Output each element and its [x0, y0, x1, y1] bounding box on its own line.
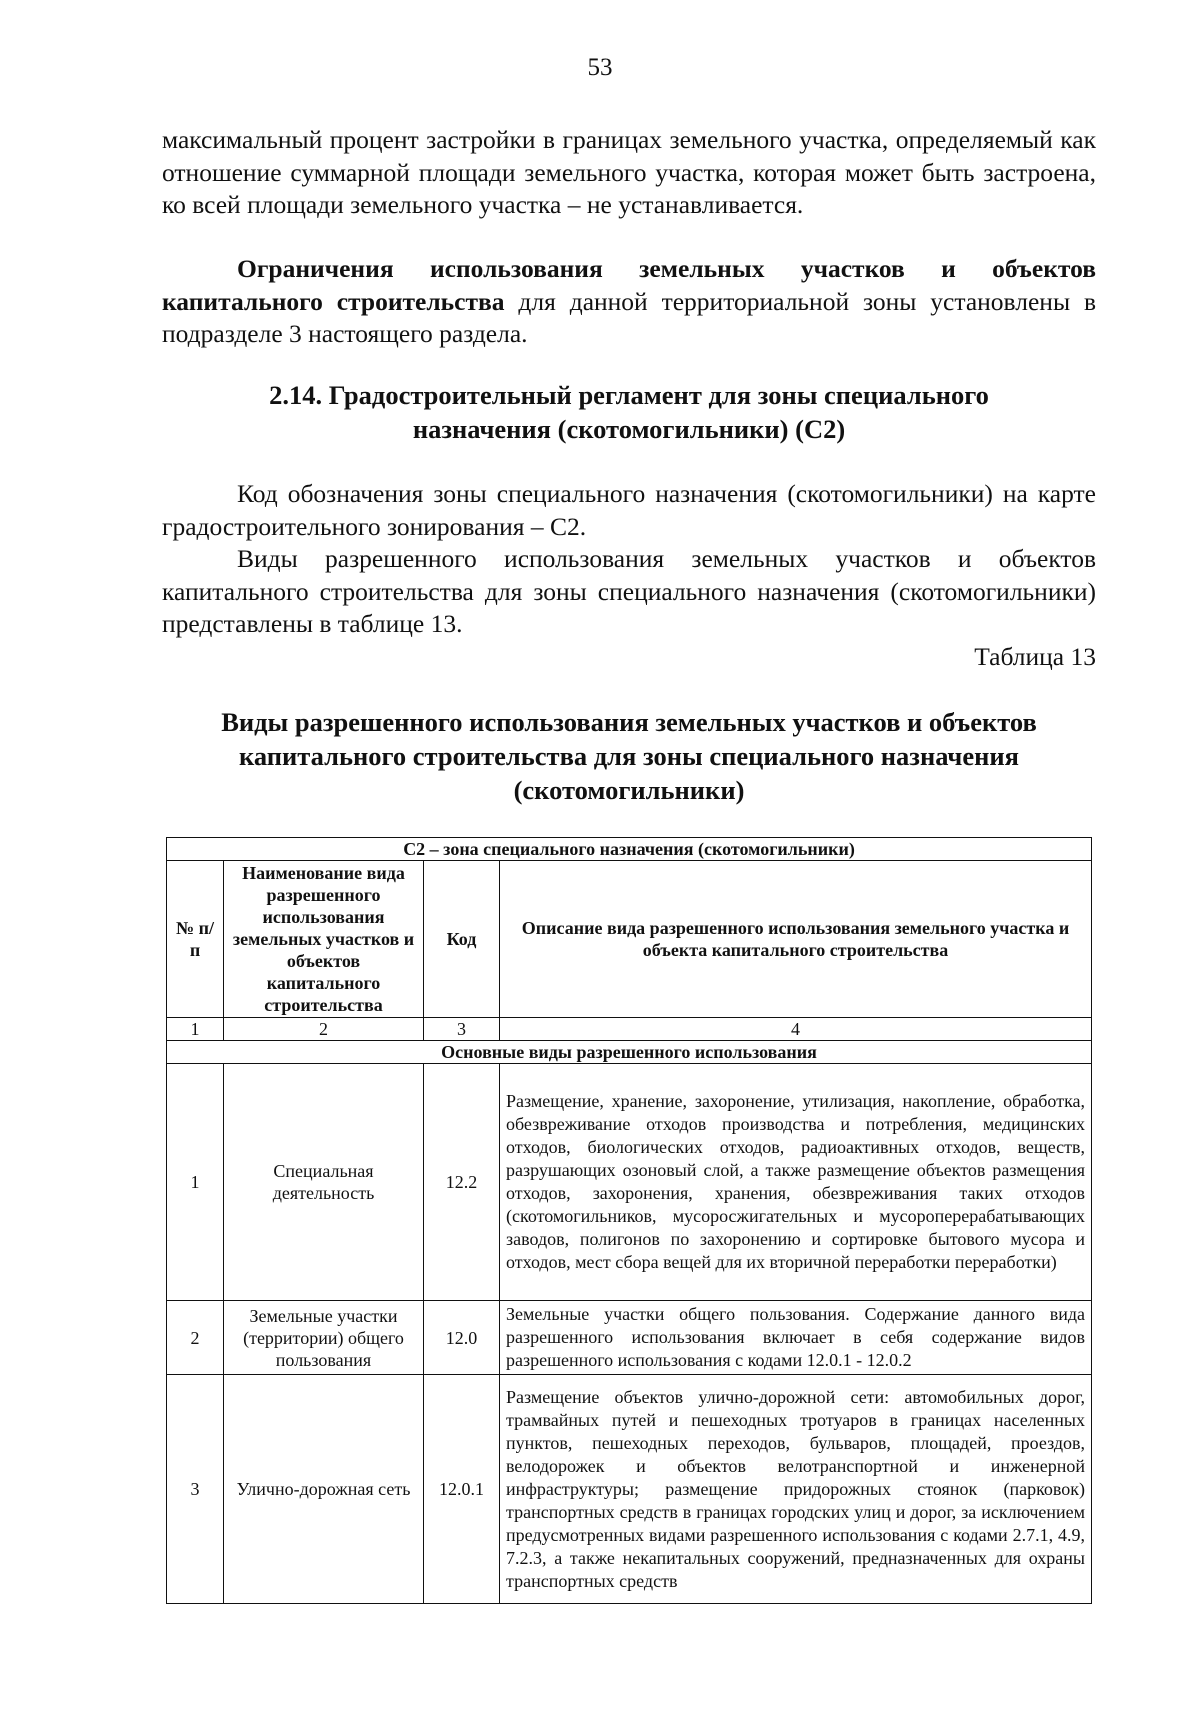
- paragraph-text: [162, 253, 1096, 351]
- row-desc: Размещение объектов улично-дорожной сети: автомобильных дорог, трамвайных путей и пешеходных тротуаров в границах населенных пунктов, пешеходных переходов, бульваров, площадей, проездов, велодорожек и объектов велотранспортной и инженерной инфраструктуры; размещение придорожных стоянок (парковок) транспортных средств в границах городских улиц и дорог, за исключением предусмотренных видами разрешенного использования с кодами 2.7.1, 4.9, 7.2.3, а также некапитальных сооружений, предназначенных для охраны транспортных средств: [500, 1375, 1092, 1604]
- table-label: Таблица 13: [974, 642, 1096, 671]
- column-number: 3: [424, 1018, 500, 1041]
- column-number-row: [167, 1018, 1092, 1041]
- paragraph-text: максимальный процент застройки в границах земельного участка, определяемый как отношение суммарной площади земельного участка, которая может быть застроена, ко всей площади земельного участка – не устанавливается.: [162, 125, 1096, 219]
- row-desc: Размещение, хранение, захоронение, утилизация, накопление, обработка, обезвреживание отходов производства и потребления, медицинских отходов, биологических отходов, радиоактивных отходов, веществ, разрушающих озоновый слой, а также размещение объектов размещения отходов, захоронения, хранения, обезвреживания таких отходов (скотомогильников, мусоросжигательных и мусороперерабатывающих заводов, полигонов по захоронению и сортировке бытового мусора и отходов, мест сбора вещей для их вторичной переработки переработки): [500, 1064, 1092, 1301]
- paragraph-building-percentage: [162, 124, 1096, 222]
- row-num: 3: [167, 1375, 224, 1604]
- row-code: 12.2: [424, 1064, 500, 1301]
- section-heading-line-2: назначения (скотомогильники) (С2): [412, 414, 846, 444]
- restrictions-rest: для данной территориальной зоны установлены в подразделе 3 настоящего раздела.: [162, 286, 1097, 348]
- table-row: [167, 1301, 1092, 1375]
- row-num: 1: [167, 1064, 224, 1301]
- group-row: [167, 1041, 1092, 1064]
- page-number: 53: [587, 54, 613, 81]
- header-num: № п/п: [167, 861, 224, 1018]
- table-title-line-3: (скотомогильники): [513, 775, 745, 805]
- row-desc: Земельные участки общего пользования. Содержание данного вида разрешенного использования включает в себя содержание видов разрешенного использования с кодами 12.0.1 - 12.0.2: [500, 1301, 1092, 1375]
- column-number: 1: [167, 1018, 224, 1041]
- zone-header: С2 – зона специального назначения (скотомогильники): [167, 838, 1092, 861]
- table-title: [162, 705, 1096, 807]
- table-title-line-2: капитального строительства для зоны специального назначения: [239, 741, 1019, 771]
- header-desc: Описание вида разрешенного использования земельного участка и объекта капитального строительства: [500, 861, 1092, 1018]
- permitted-uses-table: [166, 837, 1092, 1604]
- row-name: Улично-дорожная сеть: [224, 1375, 424, 1604]
- zone-header-row: [167, 838, 1092, 861]
- table-row: [167, 1375, 1092, 1604]
- header-code: Код: [424, 861, 500, 1018]
- paragraph-zone-code: [162, 478, 1096, 543]
- paragraph-permitted-uses: [162, 543, 1096, 641]
- section-heading-line-1: 2.14. Градостроительный регламент для зоны специального: [269, 380, 989, 410]
- section-heading: [162, 378, 1096, 446]
- paragraph-text: Код обозначения зоны специального назначения (скотомогильники) на карте градостроительного зонирования – С2.: [162, 479, 1096, 541]
- row-code: 12.0.1: [424, 1375, 500, 1604]
- group-label: Основные виды разрешенного использования: [167, 1041, 1092, 1064]
- table-title-line-1: Виды разрешенного использования земельных участков и объектов: [221, 707, 1037, 737]
- column-number: 4: [500, 1018, 1092, 1041]
- row-name: Земельные участки (территории) общего пользования: [224, 1301, 424, 1375]
- row-name: Специальная деятельность: [224, 1064, 424, 1301]
- table-row: [167, 1064, 1092, 1301]
- header-name: Наименование вида разрешенного использования земельных участков и объектов капитального строительства: [224, 861, 424, 1018]
- row-num: 2: [167, 1301, 224, 1375]
- paragraph-restrictions: [162, 253, 1096, 351]
- restrictions-bold-lead: Ограничения использования земельных участков и объектов капитального строительства: [162, 254, 1096, 316]
- column-number: 2: [224, 1018, 424, 1041]
- column-header-row: [167, 861, 1092, 1018]
- paragraph-text: Виды разрешенного использования земельных участков и объектов капитального строительства для зоны специального назначения (скотомогильники) представлены в таблице 13.: [162, 544, 1096, 638]
- row-code: 12.0: [424, 1301, 500, 1375]
